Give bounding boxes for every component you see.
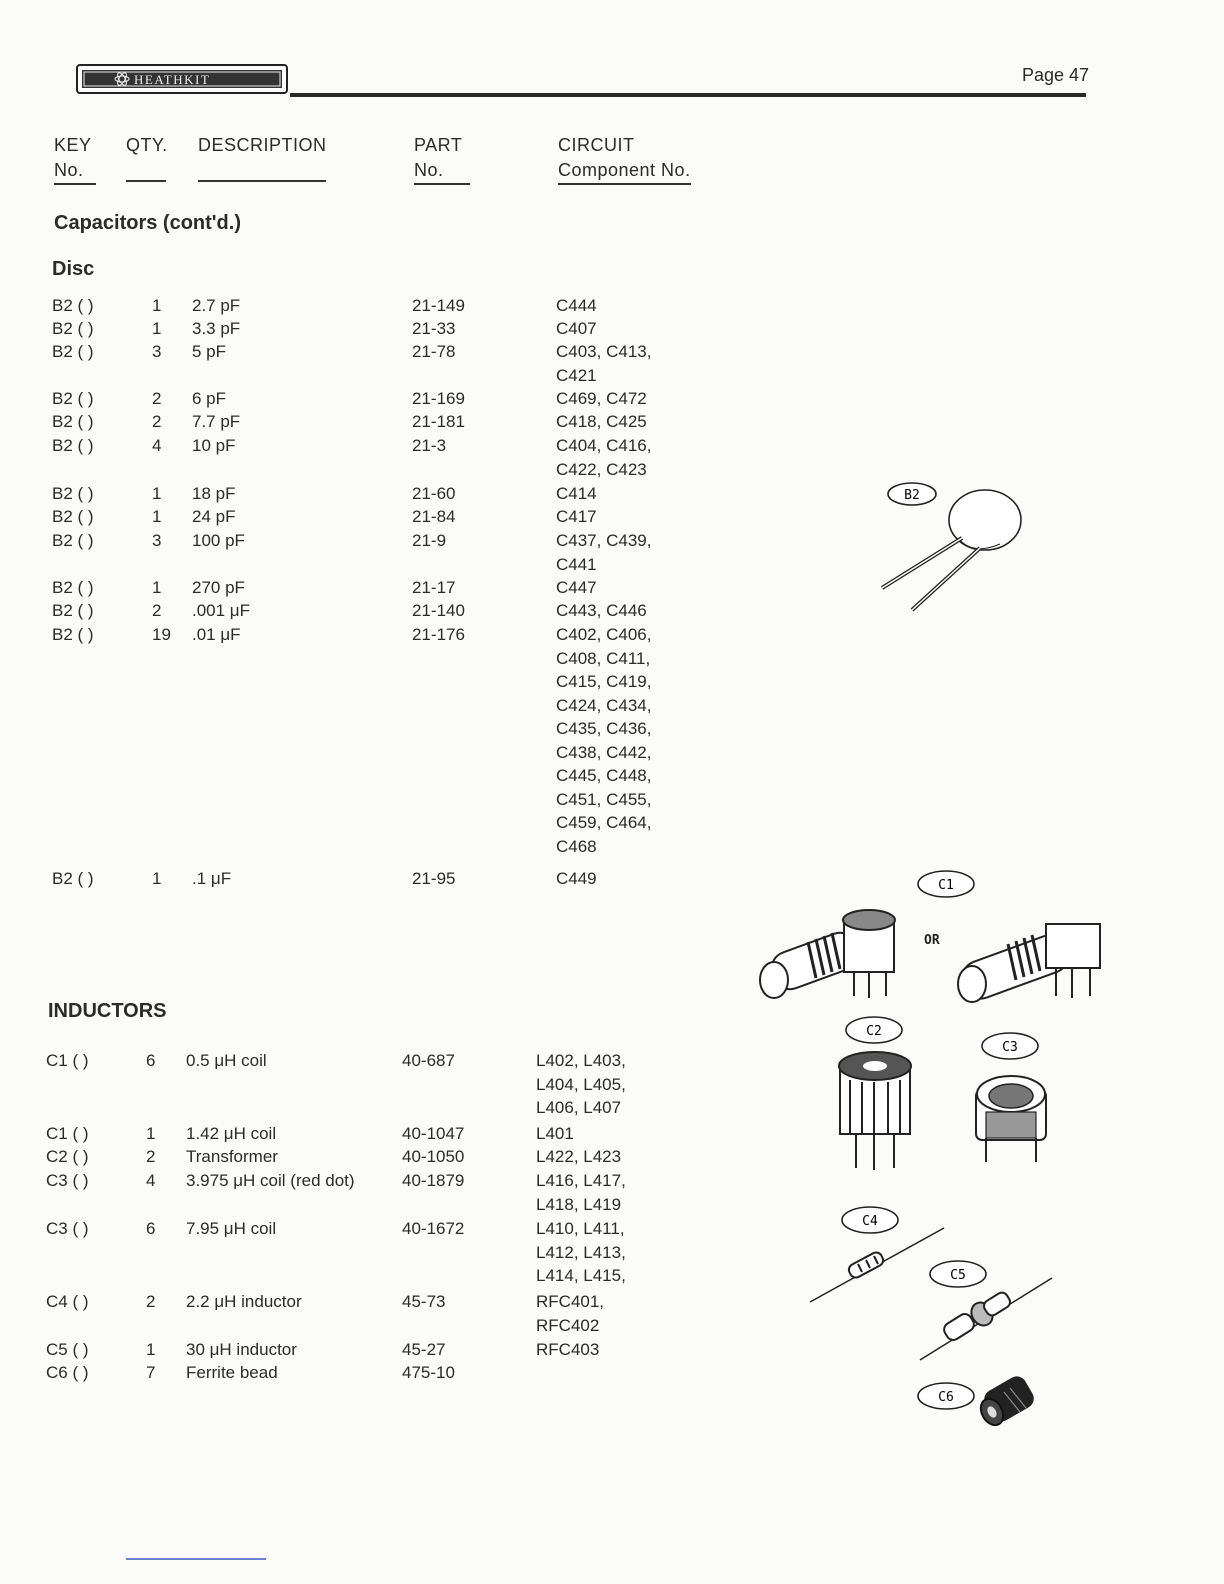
svg-text:C6: C6	[938, 1390, 954, 1405]
key-checkbox[interactable]: B2 ( )	[52, 601, 94, 620]
quantity: 1	[152, 507, 162, 526]
part-number: 21-9	[412, 531, 447, 550]
key-checkbox[interactable]: C5 ( )	[46, 1340, 89, 1359]
circuit-component: C459, C464,	[556, 813, 652, 832]
quantity: 1	[146, 1340, 156, 1359]
circuit-component: C437, C439,	[556, 531, 652, 550]
key-checkbox[interactable]: B2 ( )	[52, 578, 94, 597]
circuit-component: C415, C419,	[556, 672, 652, 691]
circuit-component: L416, L417,	[536, 1171, 626, 1190]
key-checkbox[interactable]: C4 ( )	[46, 1292, 89, 1311]
key-checkbox[interactable]: B2 ( )	[52, 342, 94, 361]
quantity: 1	[152, 869, 162, 888]
disc_rows-row	[0, 296, 1224, 320]
disc_rows-row	[0, 601, 1224, 625]
circuit-component: L410, L411,	[536, 1219, 625, 1238]
description: 270 pF	[192, 578, 245, 597]
part-number: 21-176	[412, 625, 465, 644]
quantity: 1	[152, 578, 162, 597]
ferrite-bead-icon	[916, 1378, 1046, 1438]
description: 0.5 μH coil	[186, 1051, 267, 1070]
part-number: 21-84	[412, 507, 456, 526]
circuit-component: L412, L413,	[536, 1242, 626, 1262]
description: .01 μF	[192, 625, 241, 644]
quantity: 1	[152, 319, 162, 338]
part-number: 45-73	[402, 1292, 446, 1311]
circuit-component: C407	[556, 319, 597, 338]
disc_rows-row	[0, 389, 1224, 413]
description: 7.95 μH coil	[186, 1219, 277, 1238]
quantity: 2	[152, 412, 162, 431]
svg-text:C2: C2	[866, 1024, 882, 1039]
key-checkbox[interactable]: C3 ( )	[46, 1219, 89, 1238]
part-number: 21-60	[412, 484, 456, 503]
circuit-component: C444	[556, 296, 597, 315]
quantity: 2	[146, 1147, 156, 1166]
key-checkbox[interactable]: B2 ( )	[52, 507, 94, 526]
part-number: 21-149	[412, 296, 465, 315]
col-circuit-header: CIRCUIT Component No.	[558, 133, 691, 185]
quantity: 2	[152, 601, 162, 620]
col-part-header: PART No.	[414, 133, 470, 185]
description: 30 μH inductor	[186, 1340, 297, 1359]
svg-text:C3: C3	[1002, 1040, 1018, 1055]
circuit-component: C447	[556, 578, 597, 597]
key-checkbox[interactable]: C3 ( )	[46, 1171, 89, 1190]
circuit-component: C424, C434,	[556, 695, 652, 715]
circuit-component: C468	[556, 836, 597, 856]
description: .1 μF	[192, 869, 232, 888]
circuit-component: RFC403	[536, 1340, 600, 1359]
key-checkbox[interactable]: B2 ( )	[52, 869, 94, 888]
key-checkbox[interactable]: C1 ( )	[46, 1051, 89, 1070]
toroid-coil-icon	[966, 1030, 1056, 1170]
part-number: 21-17	[412, 578, 456, 597]
key-checkbox[interactable]: B2 ( )	[52, 412, 94, 431]
disc_rows-row	[0, 625, 1224, 856]
description: 3.3 pF	[192, 319, 241, 338]
quantity: 19	[152, 625, 171, 644]
description: 6 pF	[192, 389, 227, 408]
key-checkbox[interactable]: B2 ( )	[52, 389, 94, 408]
key-checkbox[interactable]: B2 ( )	[52, 319, 94, 338]
section-inductors-title: INDUCTORS	[48, 1000, 167, 1022]
circuit-component: C438, C442,	[556, 742, 652, 762]
svg-text:B2: B2	[904, 488, 920, 503]
description: 24 pF	[192, 507, 236, 526]
key-checkbox[interactable]: C6 ( )	[46, 1363, 89, 1382]
part-number: 40-1047	[402, 1124, 465, 1143]
description: 100 pF	[192, 531, 245, 550]
description: Ferrite bead	[186, 1363, 278, 1382]
disc_rows-row	[0, 484, 1224, 508]
part-number: 45-27	[402, 1340, 446, 1359]
circuit-component: C422, C423	[556, 459, 647, 479]
circuit-component: C418, C425	[556, 412, 647, 431]
disc-capacitor-icon	[880, 478, 1030, 618]
key-checkbox[interactable]: B2 ( )	[52, 531, 94, 550]
quantity: 6	[146, 1219, 156, 1238]
description: 3.975 μH coil (red dot)	[186, 1171, 355, 1190]
quantity: 1	[152, 484, 162, 503]
part-number: 21-169	[412, 389, 465, 408]
part-number: 40-1879	[402, 1171, 465, 1190]
quantity: 3	[152, 342, 162, 361]
part-number: 21-95	[412, 869, 456, 888]
description: .001 μF	[192, 601, 250, 620]
svg-text:C4: C4	[862, 1214, 878, 1229]
quantity: 4	[152, 436, 162, 455]
key-checkbox[interactable]: B2 ( )	[52, 484, 94, 503]
description: 2.2 μH inductor	[186, 1292, 302, 1311]
circuit-component: C443, C446	[556, 601, 647, 620]
col-qty-header: QTY.	[126, 133, 168, 189]
circuit-component: C417	[556, 507, 597, 526]
disc_rows-row	[0, 436, 1224, 479]
circuit-component: C449	[556, 869, 597, 888]
coil-form-icon	[750, 868, 1110, 1008]
section-capacitors-title: Capacitors (cont'd.)	[54, 212, 241, 234]
circuit-component: L404, L405,	[536, 1074, 626, 1094]
choke-inductor-icon	[918, 1256, 1058, 1366]
description: 5 pF	[192, 342, 227, 361]
key-checkbox[interactable]: C1 ( )	[46, 1124, 89, 1143]
brand-name: HEATHKIT	[134, 72, 211, 87]
circuit-component: C403, C413,	[556, 342, 652, 361]
circuit-component: RFC401,	[536, 1292, 605, 1311]
description: Transformer	[186, 1147, 278, 1166]
part-number: 40-687	[402, 1051, 455, 1070]
quantity: 6	[146, 1051, 156, 1070]
header-rule	[290, 93, 1086, 97]
quantity: 1	[146, 1124, 156, 1143]
page-number: Page 47	[1022, 65, 1090, 85]
circuit-component: L418, L419	[536, 1194, 622, 1214]
disc_rows-row	[0, 319, 1224, 343]
part-number: 475-10	[402, 1363, 455, 1382]
or-label: OR	[924, 933, 940, 948]
circuit-component: C414	[556, 484, 597, 503]
circuit-component: C445, C448,	[556, 766, 652, 785]
circuit-component: C408, C411,	[556, 648, 651, 668]
circuit-component: C404, C416,	[556, 436, 652, 455]
transformer-icon	[834, 1016, 924, 1176]
svg-text:C1: C1	[938, 878, 954, 893]
part-number: 21-181	[412, 412, 465, 431]
disc_rows-row	[0, 531, 1224, 574]
key-checkbox[interactable]: B2 ( )	[52, 436, 94, 455]
quantity: 2	[152, 389, 162, 408]
description: 2.7 pF	[192, 296, 241, 315]
circuit-component: C402, C406,	[556, 625, 652, 644]
quantity: 7	[146, 1363, 156, 1382]
svg-text:C5: C5	[950, 1268, 966, 1283]
part-number: 21-78	[412, 342, 456, 361]
circuit-component: RFC402	[536, 1315, 600, 1335]
circuit-component: L406, L407	[536, 1098, 622, 1117]
circuit-component: L402, L403,	[536, 1051, 626, 1070]
col-key-header: KEY No.	[54, 133, 96, 185]
part-number: 40-1050	[402, 1147, 465, 1166]
section-disc-title: Disc	[52, 258, 95, 280]
circuit-component: L422, L423	[536, 1147, 622, 1166]
inductor_rows-row	[0, 1171, 1224, 1214]
part-number: 21-3	[412, 436, 447, 455]
circuit-component: C441	[556, 554, 597, 574]
key-checkbox[interactable]: B2 ( )	[52, 296, 94, 315]
quantity: 2	[146, 1292, 156, 1311]
disc_rows-row	[0, 507, 1224, 531]
circuit-component: C451, C455,	[556, 789, 652, 809]
disc_rows-row	[0, 412, 1224, 436]
quantity: 3	[152, 531, 162, 550]
key-checkbox[interactable]: C2 ( )	[46, 1147, 89, 1166]
footnote-rule	[126, 1558, 266, 1560]
part-number: 21-140	[412, 601, 465, 620]
col-description-header: DESCRIPTION	[198, 133, 327, 189]
description: 18 pF	[192, 484, 236, 503]
key-checkbox[interactable]: B2 ( )	[52, 625, 94, 644]
circuit-component: L401	[536, 1124, 574, 1143]
disc_rows-row	[0, 578, 1224, 602]
circuit-component: C421	[556, 365, 597, 385]
part-number: 40-1672	[402, 1219, 465, 1238]
description: 7.7 pF	[192, 412, 241, 431]
quantity: 4	[146, 1171, 156, 1190]
part-number: 21-33	[412, 319, 456, 338]
heathkit-logo	[76, 64, 288, 94]
disc_rows-row	[0, 342, 1224, 385]
quantity: 1	[152, 296, 162, 315]
description: 1.42 μH coil	[186, 1124, 277, 1143]
circuit-component: L414, L415,	[536, 1266, 626, 1285]
description: 10 pF	[192, 436, 236, 455]
circuit-component: C435, C436,	[556, 719, 652, 738]
circuit-component: C469, C472	[556, 389, 647, 408]
